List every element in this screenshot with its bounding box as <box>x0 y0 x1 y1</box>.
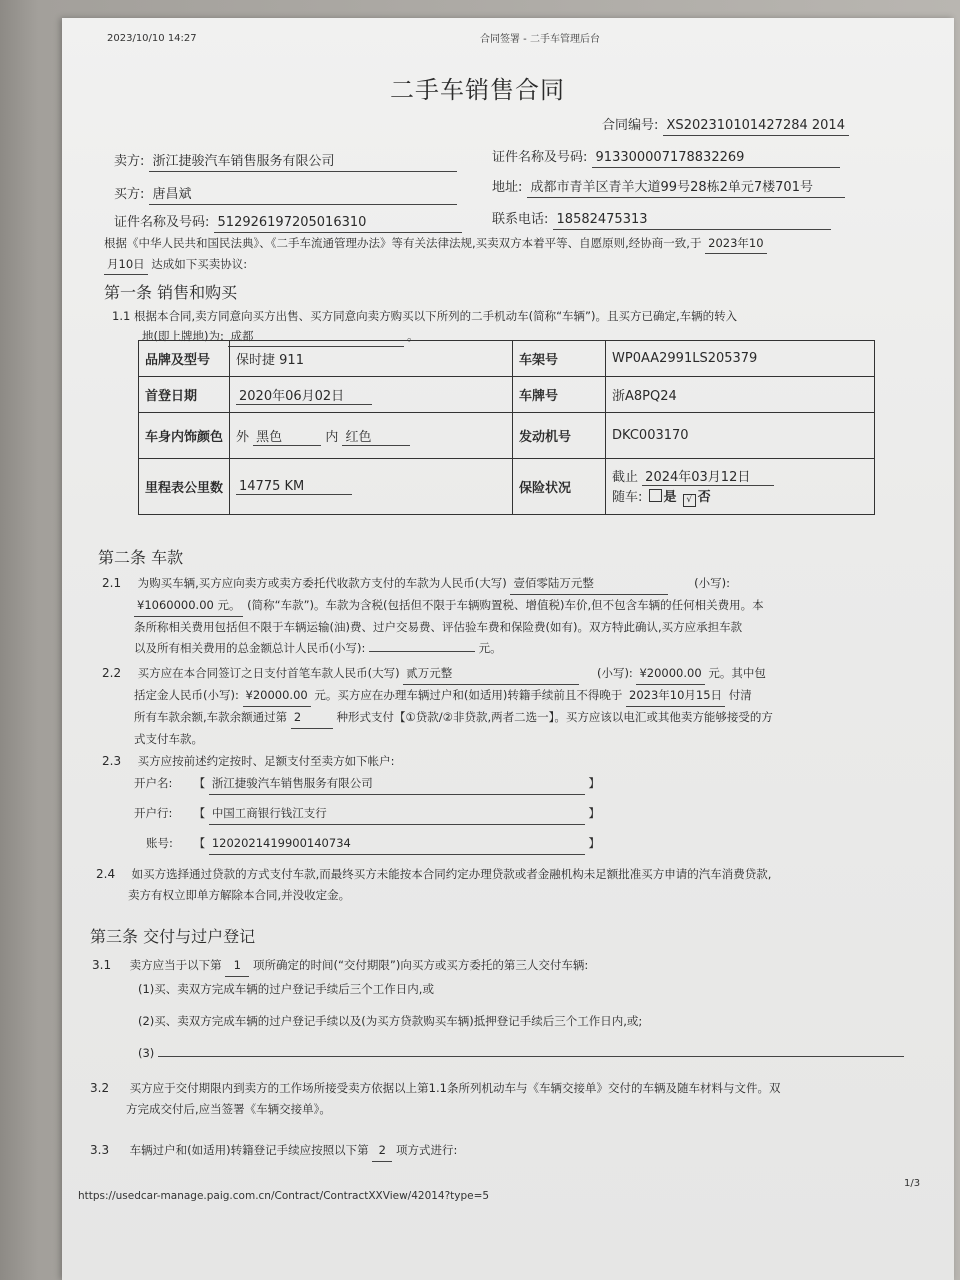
account-name-label: 开户名: <box>134 776 173 790</box>
reg-date-value: 2020年06月02日 <box>236 385 372 405</box>
clause-3-3-text-b: 项方式进行: <box>395 1143 458 1157</box>
bank-name: 中国工商银行钱江支行 <box>209 803 585 825</box>
account-no-label: 账号: <box>146 836 173 850</box>
clause-2-2-text-c: 括定金人民币(小写): <box>134 688 239 702</box>
phone-row <box>492 208 831 230</box>
seller-id-label: 证件名称及号码: <box>492 150 588 165</box>
brand-label: 品牌及型号 <box>139 341 230 377</box>
color-label: 车身内饰颜色 <box>139 413 230 459</box>
price-cn: 壹佰零陆万元整 <box>510 573 668 595</box>
table-row <box>139 459 875 515</box>
clause-2-2-num: 2.2 <box>102 666 122 680</box>
clause-3-1-num: 3.1 <box>92 958 112 972</box>
transfer-option: 2 <box>372 1140 392 1162</box>
insurance-until: 2024年03月12日 <box>642 466 774 486</box>
clause-2-2-text-a: 买方应在本合同签订之日支付首笔车款人民币(大写) <box>137 666 400 680</box>
clause-2-1-num: 2.1 <box>102 576 122 590</box>
clause-2-1-text-b: (简称“车款”)。车款为含税(包括但不限于车辆购置税、增值税)车价,但不包含车辆的任何相关费用。本 <box>247 598 764 612</box>
deposit-amount: ¥20000.00 <box>243 685 311 707</box>
contract-paper <box>62 18 954 1280</box>
article2-title: 第二条 车款 <box>98 548 184 567</box>
buyer-label: 买方: <box>114 187 145 202</box>
buyer-phone: 18582475313 <box>553 211 831 230</box>
payment-method: 2 <box>291 707 333 729</box>
clause-2-3-num: 2.3 <box>102 754 122 768</box>
table-row <box>139 377 875 413</box>
total-amount-blank <box>369 651 475 652</box>
price-amount: ¥1060000.00 元。 <box>134 595 243 617</box>
delivery-option-3: (3) <box>138 1046 155 1060</box>
seller-id-row <box>492 146 840 168</box>
interior-color: 红色 <box>342 426 410 446</box>
reg-date-cell <box>230 377 513 413</box>
insurance-until-prefix: 截止 <box>612 470 639 485</box>
plate-value: 浙A8PQ24 <box>606 377 875 413</box>
down-payment-cn: 贰万元整 <box>403 663 579 685</box>
vin-label: 车架号 <box>513 341 606 377</box>
preamble-text-2: 达成如下买卖协议: <box>151 257 248 271</box>
reg-date-label: 首登日期 <box>139 377 230 413</box>
price-small-label: (小写): <box>694 576 730 590</box>
exterior-color: 黑色 <box>253 426 321 446</box>
article3-clause1 <box>92 955 904 1064</box>
clause-2-4-text-b: 卖方有权立即单方解除本合同,并没收定金。 <box>128 888 351 902</box>
article2-clause4 <box>96 864 771 906</box>
buyer-address: 成都市青羊区青羊大道99号28栋2单元7楼701号 <box>527 179 845 198</box>
seller-row <box>114 150 457 172</box>
color-cell <box>230 413 513 459</box>
address-row <box>492 176 845 198</box>
clause-3-2-text-a: 买方应于交付期限内到卖方的工作场所接受卖方依据以上第1.1条所列机动车与《车辆交接单》交付的车辆及随车材料与文件。双 <box>129 1081 781 1095</box>
down-payment-amount: ¥20000.00 <box>636 663 704 685</box>
print-page-number: 1/3 <box>904 1178 921 1189</box>
preamble <box>104 233 767 275</box>
table-row <box>139 413 875 459</box>
engine-label: 发动机号 <box>513 413 606 459</box>
buyer-id-label: 证件名称及号码: <box>114 215 210 230</box>
contract-number-label: 合同编号: <box>602 118 659 133</box>
payoff-date: 2023年10月15日 <box>626 685 725 707</box>
clause-2-2-text-b: 元。其中包 <box>708 666 766 680</box>
article1-clause1-text-b: 地(即上牌地)为: <box>142 329 224 343</box>
interior-prefix: 内 <box>325 429 339 445</box>
bracket-right: 】 <box>588 776 600 790</box>
article1-clause1-end: 。 <box>407 329 419 343</box>
clause-2-2-text-h: 式支付车款。 <box>134 732 203 746</box>
clause-3-3-num: 3.3 <box>90 1143 110 1157</box>
article3-clause3 <box>90 1140 457 1162</box>
no-label: 否 <box>697 490 711 505</box>
clause-2-2-text-e: 付清 <box>728 688 752 702</box>
mileage-label: 里程表公里数 <box>139 459 230 515</box>
address-label: 地址: <box>492 180 523 195</box>
vehicle-table-wrap <box>138 340 875 515</box>
mileage-value: 14775 KM <box>236 479 352 495</box>
yes-label: 是 <box>663 490 677 505</box>
clause-2-1-text-c: 条所称相关费用包括但不限于车辆运输(油)费、过户交易费、评估验车费和保险费(如有)。双方特此确认,买方应承担车款 <box>134 620 743 634</box>
clause-3-1-text-a: 卖方应当于以下第 <box>129 958 222 972</box>
clause-2-2-text-d: 元。买方应在办理车辆过户和(如适用)转籍手续前且不得晚于 <box>314 688 623 702</box>
exterior-prefix: 外 <box>236 429 250 445</box>
bracket-right: 】 <box>588 806 600 820</box>
clause-2-4-num: 2.4 <box>96 867 116 881</box>
article1-clause1-text-a: 1.1 根据本合同,卖方同意向买方出售、买方同意向卖方购买以下所列的二手机动车(简称“车辆”)。且买方已确定,车辆的转入 <box>112 309 738 323</box>
engine-value: DKC003170 <box>606 413 875 459</box>
account-name: 浙江捷骏汽车销售服务有限公司 <box>209 773 585 795</box>
plate-label: 车牌号 <box>513 377 606 413</box>
article2-clause1 <box>102 573 764 659</box>
clause-2-2-text-g: 种形式支付【①贷款/②非贷款,两者二选一】。买方应该以电汇或其他卖方能够接受的方 <box>336 710 773 724</box>
clause-3-1-text-b: 项所确定的时间(“交付期限”)向买方或买方委托的第三人交付车辆: <box>252 958 589 972</box>
print-datetime: 2023/10/10 14:27 <box>107 33 197 44</box>
seller-label: 卖方: <box>114 154 145 169</box>
clause-2-2-text-f: 所有车款余额,车款余额通过第 <box>134 710 288 724</box>
article3-title: 第三条 交付与过户登记 <box>90 927 256 946</box>
article2-clause2 <box>102 663 773 750</box>
clause-3-2-text-b: 方完成交付后,应当签署《车辆交接单》。 <box>126 1102 331 1116</box>
with-car-label: 随车: <box>612 490 643 505</box>
clause-3-2-num: 3.2 <box>90 1081 110 1095</box>
mileage-cell <box>230 459 513 515</box>
contract-title: 二手车销售合同 <box>390 76 565 104</box>
article1-title: 第一条 销售和购买 <box>104 283 238 302</box>
yes-checkbox <box>649 489 662 502</box>
buyer-row <box>114 183 457 205</box>
contract-number: XS202310101427284 2014 <box>663 117 849 136</box>
delivery-option-3-blank <box>158 1056 904 1057</box>
table-row <box>139 341 875 377</box>
clause-3-3-text-a: 车辆过户和(如适用)转籍登记手续应按照以下第 <box>129 1143 369 1157</box>
vin-value: WP0AA2991LS205379 <box>606 341 875 377</box>
print-page-title: 合同签署 - 二手车管理后台 <box>480 34 600 45</box>
vehicle-table <box>138 340 875 515</box>
bracket-left: 【 <box>193 776 206 790</box>
phone-label: 联系电话: <box>492 212 549 227</box>
down-payment-small-label: (小写): <box>596 666 633 680</box>
seller-id: 913300007178832269 <box>592 149 840 168</box>
bank-label: 开户行: <box>134 806 173 820</box>
print-url: https://usedcar-manage.paig.com.cn/Contract/ContractXXView/42014?type=5 <box>78 1190 490 1202</box>
article2-clause3 <box>102 751 600 855</box>
brand-value: 保时捷 911 <box>230 341 513 377</box>
delivery-option: 1 <box>225 955 249 977</box>
buyer-id: 512926197205016310 <box>214 214 462 233</box>
seller-name: 浙江捷骏汽车销售服务有限公司 <box>149 153 457 172</box>
insurance-cell <box>606 459 875 515</box>
account-number: 1202021419900140734 <box>209 833 585 855</box>
insurance-label: 保险状况 <box>513 459 606 515</box>
bracket-right: 】 <box>588 836 600 850</box>
clause-2-1-text-a: 为购买车辆,买方应向卖方或卖方委托代收款方支付的车款为人民币(大写) <box>137 576 507 590</box>
clause-2-4-text-a: 如买方选择通过贷款的方式支付车款,而最终买方未能按本合同约定办理贷款或者金融机构未足额批准买方申请的汽车消费贷款, <box>131 867 772 881</box>
clause-2-3-text-a: 买方应按前述约定按时、足额支付至卖方如下帐户: <box>137 754 395 768</box>
preamble-date: 2023年10 <box>705 233 766 254</box>
preamble-text-1: 根据《中华人民共和国民法典》、《二手车流通管理办法》等有关法律法规,买卖双方本着平等、自愿原则,经协商一致,于 <box>104 236 702 250</box>
registration-place: 成都 <box>228 326 404 347</box>
article3-clause2 <box>90 1078 780 1120</box>
buyer-name: 唐昌斌 <box>149 186 457 205</box>
buyer-id-row <box>114 211 462 233</box>
no-checkbox: √ <box>683 494 696 507</box>
bracket-left: 【 <box>193 836 206 850</box>
contract-number-row <box>602 114 849 136</box>
clause-2-1-text-e: 元。 <box>478 641 502 655</box>
preamble-date-2: 月10日 <box>104 254 148 275</box>
delivery-option-1: (1)买、卖双方完成车辆的过户登记手续后三个工作日内,或 <box>138 982 434 996</box>
bracket-left: 【 <box>193 806 206 820</box>
clause-2-1-text-d: 以及所有相关费用的总金额总计人民币(小写): <box>134 641 366 655</box>
delivery-option-2: (2)买、卖双方完成车辆的过户登记手续以及(为买方贷款购买车辆)抵押登记手续后三个工作日内,或; <box>138 1014 643 1028</box>
